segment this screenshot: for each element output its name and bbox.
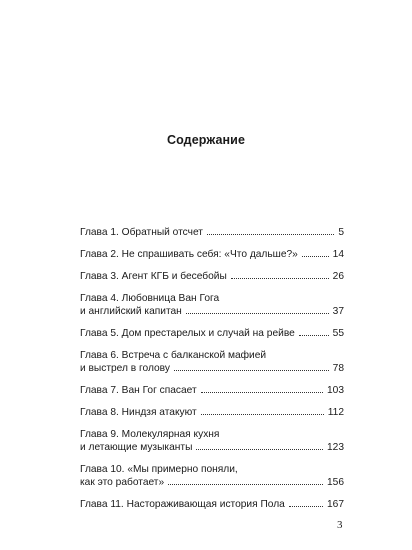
toc-entry-page: 14 bbox=[332, 249, 344, 260]
toc-entry bbox=[80, 270, 344, 283]
dot-leader bbox=[201, 392, 323, 393]
dot-leader bbox=[186, 313, 329, 314]
dot-leader bbox=[302, 256, 329, 257]
toc-entry bbox=[80, 498, 344, 511]
toc-entry bbox=[80, 226, 344, 239]
toc-entry-title: Глава 7. Ван Гог спасает bbox=[80, 385, 197, 396]
dot-leader bbox=[174, 370, 329, 371]
dot-leader bbox=[289, 506, 323, 507]
page-number: 3 bbox=[337, 519, 343, 531]
toc-entry bbox=[80, 463, 344, 489]
dot-leader bbox=[299, 335, 329, 336]
toc-entry bbox=[80, 248, 344, 261]
toc-entry-title-line2: и выстрел в голову bbox=[80, 363, 170, 374]
toc-entry bbox=[80, 406, 344, 419]
dot-leader bbox=[231, 278, 329, 279]
toc-heading: Содержание bbox=[166, 133, 245, 147]
toc-entry bbox=[80, 428, 344, 454]
toc-entry-title-line2: как это работает» bbox=[80, 477, 165, 488]
toc-entry-title: Глава 2. Не спрашивать себя: «Что дальше?» bbox=[80, 249, 298, 260]
toc-entry-page: 167 bbox=[327, 499, 344, 510]
toc-entry bbox=[80, 384, 344, 397]
toc-entry-title: Глава 5. Дом престарелых и случай на рейве bbox=[80, 328, 295, 339]
toc-entry-title: Глава 3. Агент КГБ и бесебойы bbox=[80, 271, 227, 282]
toc-entry bbox=[80, 349, 344, 375]
toc-entry-page: 156 bbox=[327, 477, 344, 488]
dot-leader bbox=[201, 414, 324, 415]
toc-entry-page: 78 bbox=[332, 363, 344, 374]
toc-entry-title-line2: и английский капитан bbox=[80, 306, 182, 317]
toc-entry-page: 37 bbox=[332, 306, 344, 317]
toc-entry-title-line2: и летающие музыканты bbox=[80, 442, 193, 453]
toc-entry-title-line1: Глава 9. Молекулярная кухня bbox=[80, 429, 220, 440]
toc-entry-title: Глава 11. Настораживающая история Пола bbox=[80, 499, 285, 510]
toc-entry-title-line1: Глава 4. Любовница Ван Гога bbox=[80, 293, 220, 304]
toc-entry-title-line1: Глава 10. «Мы примерно поняли, bbox=[80, 464, 238, 475]
toc-entry bbox=[80, 292, 344, 318]
toc-entry-page: 123 bbox=[327, 442, 344, 453]
toc-entry-page: 26 bbox=[332, 271, 344, 282]
toc-entry-title: Глава 1. Обратный отсчет bbox=[80, 227, 203, 238]
dot-leader bbox=[196, 449, 323, 450]
dot-leader bbox=[168, 484, 323, 485]
toc-entry-title: Глава 8. Ниндзя атакуют bbox=[80, 407, 197, 418]
toc-entry-page: 103 bbox=[327, 385, 344, 396]
dot-leader bbox=[207, 234, 334, 235]
toc-entry-page: 112 bbox=[327, 407, 344, 418]
toc-entry-title-line1: Глава 6. Встреча с балканской мафией bbox=[80, 350, 267, 361]
toc-entry-page: 5 bbox=[338, 227, 344, 238]
table-of-contents bbox=[80, 226, 344, 511]
toc-entry-page: 55 bbox=[332, 328, 344, 339]
toc-entry bbox=[80, 327, 344, 340]
